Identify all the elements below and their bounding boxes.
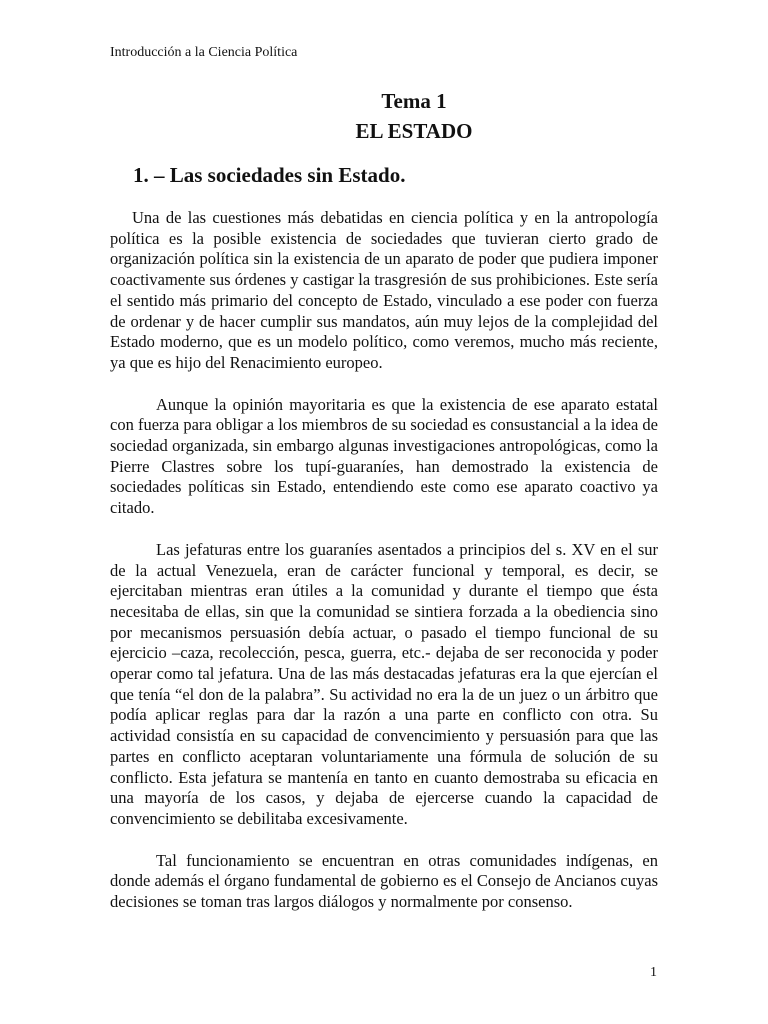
paragraph: Una de las cuestiones más debatidas en ciencia política y en la antropología política es la posible existencia de sociedades que tuvieran cierto grado de organización política sin la existencia de un aparato de poder que pudiera imponer coactivamente sus órdenes y castigar la trasgresión de sus prohibiciones. Este sería el sentido más primario del concepto de Estado, vinculado a ese poder con fuerza de ordenar y de hacer cumplir sus mandatos, aún muy lejos de la complejidad del Estado moderno, que es un modelo político, como veremos, mucho más reciente, ya que es hijo del Renacimiento europeo.	[110, 208, 658, 372]
page-number: 1	[650, 965, 657, 980]
paragraph: Aunque la opinión mayoritaria es que la existencia de ese aparato estatal con fuerza para obligar a los miembros de su sociedad es consustancial a la idea de sociedad organizada, sin embargo algunas investigaciones antropológicas, como la Pierre Clastres sobre los tupí-guaraníes, han demostrado la existencia de sociedades políticas sin Estado, entendiendo este como ese aparato coactivo ya citado.	[110, 394, 658, 518]
running-header: Introducción a la Ciencia Política	[110, 45, 298, 60]
paragraph: Tal funcionamiento se encuentran en otras comunidades indígenas, en donde además el órgano fundamental de gobierno es el Consejo de Ancianos cuyas decisiones se toman tras largos diálogos y normalmente por consenso.	[110, 850, 658, 912]
topic-title: EL ESTADO	[355, 119, 473, 143]
section-heading: 1. – Las sociedades sin Estado.	[133, 163, 406, 187]
document-title	[0, 86, 768, 146]
topic-number: Tema 1	[381, 89, 447, 113]
paragraph: Las jefaturas entre los guaraníes asentados a principios del s. XV en el sur de la actual Venezuela, eran de carácter funcional y temporal, es decir, se ejercitaban mientras eran útiles a la comunidad y durante el tiempo que ésta necesitaba de ellas, sin que la comunidad se sintiera forzada a la obediencia sino por mecanismos persuasión debía actuar, o pasado el tiempo funcional de su ejercicio –caza, recolección, pesca, guerra, etc.- dejaba de ser reconocida y poder operar como tal jefatura. Una de las más destacadas jefaturas era la que ejercían el que tenía “el don de la palabra”. Su actividad no era la de un juez o un árbitro que podía aplicar reglas para dar la razón a una parte en conflicto con otra. Su actividad consistía en su capacidad de convencimiento y persuasión para que las partes en conflicto aceptaran voluntariamente una fórmula de solución de su conflicto. Esta jefatura se mantenía en tanto en cuanto demostraba su eficacia en una mayoría de los casos, y dejaba de ejercerse cuando la capacidad de convencimiento se debilitaba excesivamente.	[110, 539, 658, 828]
body-text	[110, 208, 658, 934]
